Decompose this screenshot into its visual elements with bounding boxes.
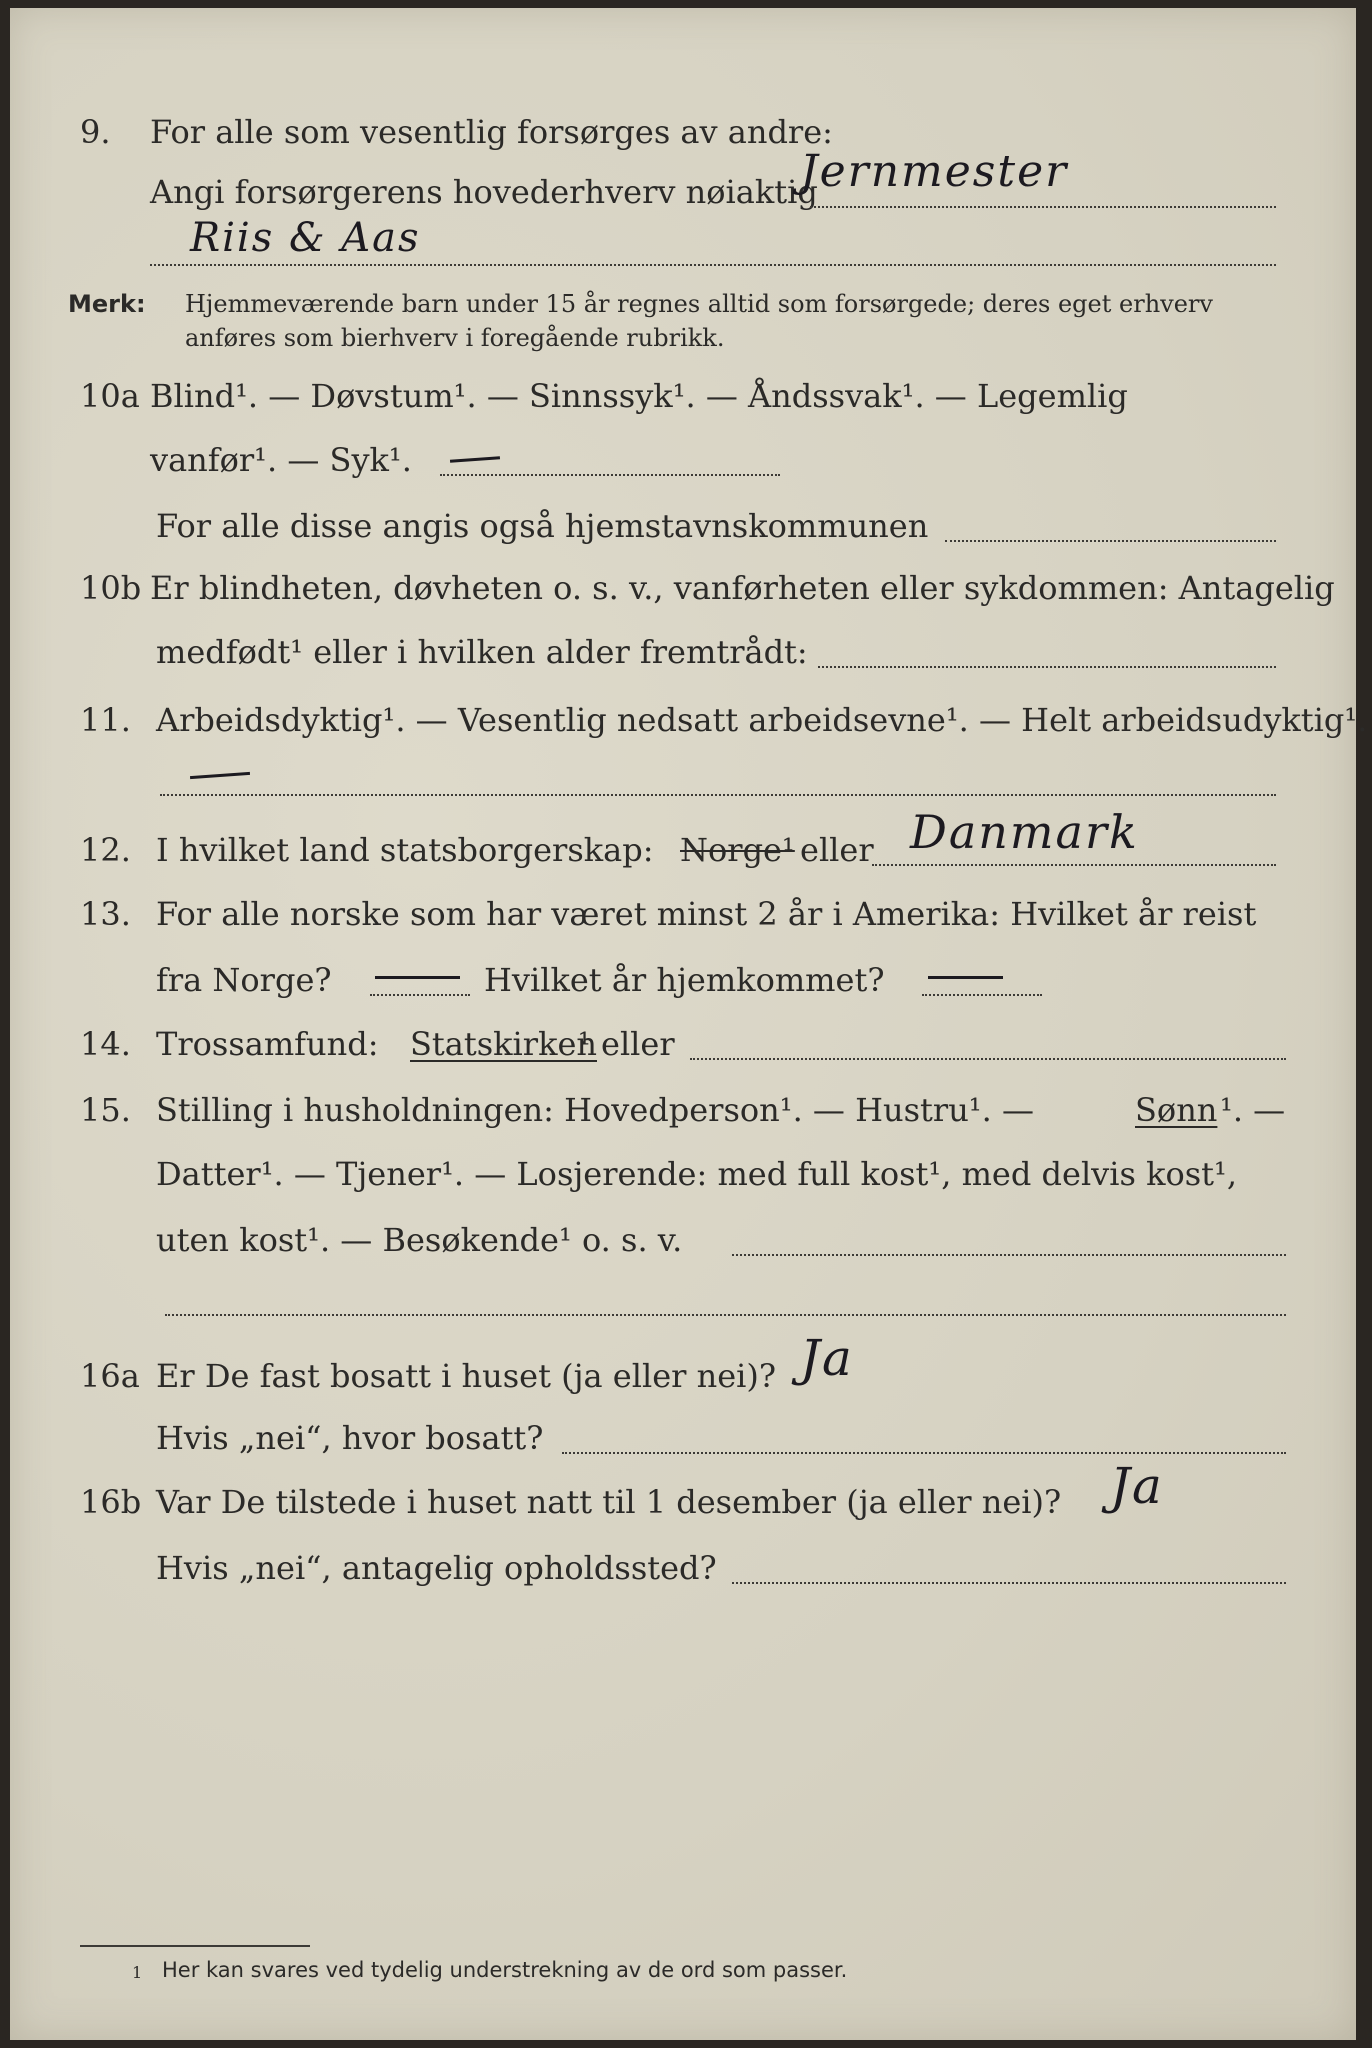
- q15-extra-line: [165, 1314, 1286, 1316]
- q14-state-church-underlined: Statskirken: [410, 1025, 597, 1063]
- q11-answer-line: [160, 794, 1276, 796]
- merk-text-1: Hjemmeværende barn under 15 år regnes alltid som forsørgede; deres eget erhverv: [185, 290, 1213, 318]
- q13-year-left-dash: [375, 976, 460, 979]
- q13-text-2a: fra Norge?: [156, 961, 332, 999]
- q12-answer-line: [872, 864, 1276, 866]
- q10b-text-1: Er blindheten, døvheten o. s. v., vanførheten eller sykdommen: Antagelig: [150, 569, 1335, 607]
- q10b-answer-line: [818, 666, 1276, 668]
- q10a-line2: [10, 440, 1356, 490]
- q10b-line2: [10, 632, 1356, 682]
- q15-line3: [10, 1220, 1356, 1270]
- q12-struck-norway: Norge¹: [680, 831, 795, 869]
- q13-year-left-line: [370, 994, 470, 996]
- q10a-answer-dash: [450, 456, 500, 462]
- q15-line4: [10, 1280, 1356, 1330]
- q15-line1: [10, 1090, 1356, 1140]
- footnote-rule: [80, 1945, 310, 1947]
- q12-number: 12.: [80, 831, 131, 869]
- q13-line1: [10, 894, 1356, 944]
- q9-text-1: For alle som vesentlig forsørges av andre:: [150, 113, 833, 151]
- q10a-number: 10a: [80, 377, 140, 415]
- q10a-home-municipality-line: [945, 540, 1276, 542]
- q15-text-3: uten kost¹. — Besøkende¹ o. s. v.: [156, 1221, 683, 1259]
- q16b-line1: [10, 1457, 1356, 1532]
- q15-number: 15.: [80, 1091, 131, 1129]
- q16b-answer-line: [732, 1582, 1286, 1584]
- q13-line2: [10, 960, 1356, 1010]
- q9-line1: [10, 112, 1356, 162]
- q9-answer-handwritten-1: Jernmester: [800, 146, 1069, 197]
- q9-answer-line-2: [150, 264, 1276, 266]
- q13-number: 13.: [80, 895, 131, 933]
- q16b-line2: [10, 1548, 1356, 1598]
- q9-answer-handwritten-2: Riis & Aas: [190, 215, 421, 261]
- q15-text-1a: Stilling i husholdningen: Hovedperson¹. — Hustru¹. —: [156, 1091, 1034, 1129]
- q12-text: I hvilket land statsborgerskap:: [156, 831, 654, 869]
- q16a-number: 16a: [80, 1357, 140, 1395]
- q12-line: [10, 805, 1356, 880]
- q16a-text-1: Er De fast bosatt i huset (ja eller nei)?: [156, 1357, 777, 1395]
- q14-line: [10, 1024, 1356, 1074]
- q10a-line1: [10, 376, 1356, 426]
- q10b-text-2: medfødt¹ eller i hvilken alder fremtrådt:: [156, 633, 808, 671]
- footnote-mark: 1: [132, 1963, 143, 1982]
- q9-text-2: Angi forsørgerens hovederhverv nøiaktig: [150, 173, 818, 211]
- merk-label: Merk:: [68, 290, 146, 318]
- q15-text-1c: ¹. —: [1220, 1091, 1286, 1129]
- q9-answer-line-1: [810, 206, 1276, 208]
- q15-line2: [10, 1154, 1356, 1204]
- q10a-line3: [10, 506, 1356, 556]
- q16b-text-1: Var De tilstede i huset natt til 1 desember (ja eller nei)?: [156, 1483, 1062, 1521]
- q16a-line1: [10, 1329, 1356, 1406]
- q11-line2: [10, 760, 1356, 810]
- q16a-answer-line: [562, 1452, 1286, 1454]
- q9-number: 9.: [80, 113, 111, 151]
- merk-line2: [10, 318, 1356, 368]
- q13-text-1: For alle norske som har været minst 2 år i Amerika: Hvilket år reist: [156, 895, 1257, 933]
- q13-year-returned-dash: [928, 976, 1003, 979]
- q11-answer-dash: [190, 772, 250, 779]
- q10a-text-1: Blind¹. — Døvstum¹. — Sinnssyk¹. — Åndssvak¹. — Legemlig: [150, 377, 1128, 415]
- q14-number: 14.: [80, 1025, 131, 1063]
- q9-line3: [10, 215, 1356, 280]
- q10b-line1: [10, 568, 1356, 618]
- q12-answer-handwritten: Danmark: [910, 805, 1139, 859]
- q15-answer-line: [732, 1254, 1286, 1256]
- q11-line1: [10, 700, 1368, 750]
- q11-text-1: Arbeidsdyktig¹. — Vesentlig nedsatt arbeidsevne¹. — Helt arbeidsudyktig¹.: [156, 701, 1368, 739]
- q11-number: 11.: [80, 701, 131, 739]
- q16b-answer-handwritten: Ja: [1110, 1457, 1164, 1515]
- q16a-answer-handwritten: Ja: [800, 1329, 854, 1387]
- q14-or: ¹ eller: [578, 1025, 675, 1063]
- q12-or: eller: [800, 831, 874, 869]
- q13-text-2b: Hvilket år hjemkommet?: [484, 961, 885, 999]
- q15-son-underlined: Sønn: [1135, 1091, 1218, 1129]
- q16b-number: 16b: [80, 1483, 142, 1521]
- q16a-text-2: Hvis „nei“, hvor bosatt?: [156, 1419, 544, 1457]
- q10a-text-2: vanfør¹. — Syk¹.: [150, 441, 412, 479]
- footnote-text: Her kan svares ved tydelig understrekning av de ord som passer.: [162, 1958, 848, 1982]
- q16b-text-2: Hvis „nei“, antagelig opholdssted?: [156, 1549, 717, 1587]
- q10a-answer-line: [440, 474, 780, 476]
- q14-text: Trossamfund:: [156, 1025, 379, 1063]
- q10a-text-3: For alle disse angis også hjemstavnskommunen: [156, 507, 929, 545]
- q13-year-returned-line: [922, 994, 1042, 996]
- q14-answer-line: [690, 1058, 1286, 1060]
- q10b-number: 10b: [80, 569, 142, 607]
- q15-text-2: Datter¹. — Tjener¹. — Losjerende: med full kost¹, med delvis kost¹,: [156, 1155, 1238, 1193]
- merk-text-2: anføres som bierhverv i foregående rubrikk.: [185, 324, 725, 352]
- census-form-page: [10, 8, 1368, 2040]
